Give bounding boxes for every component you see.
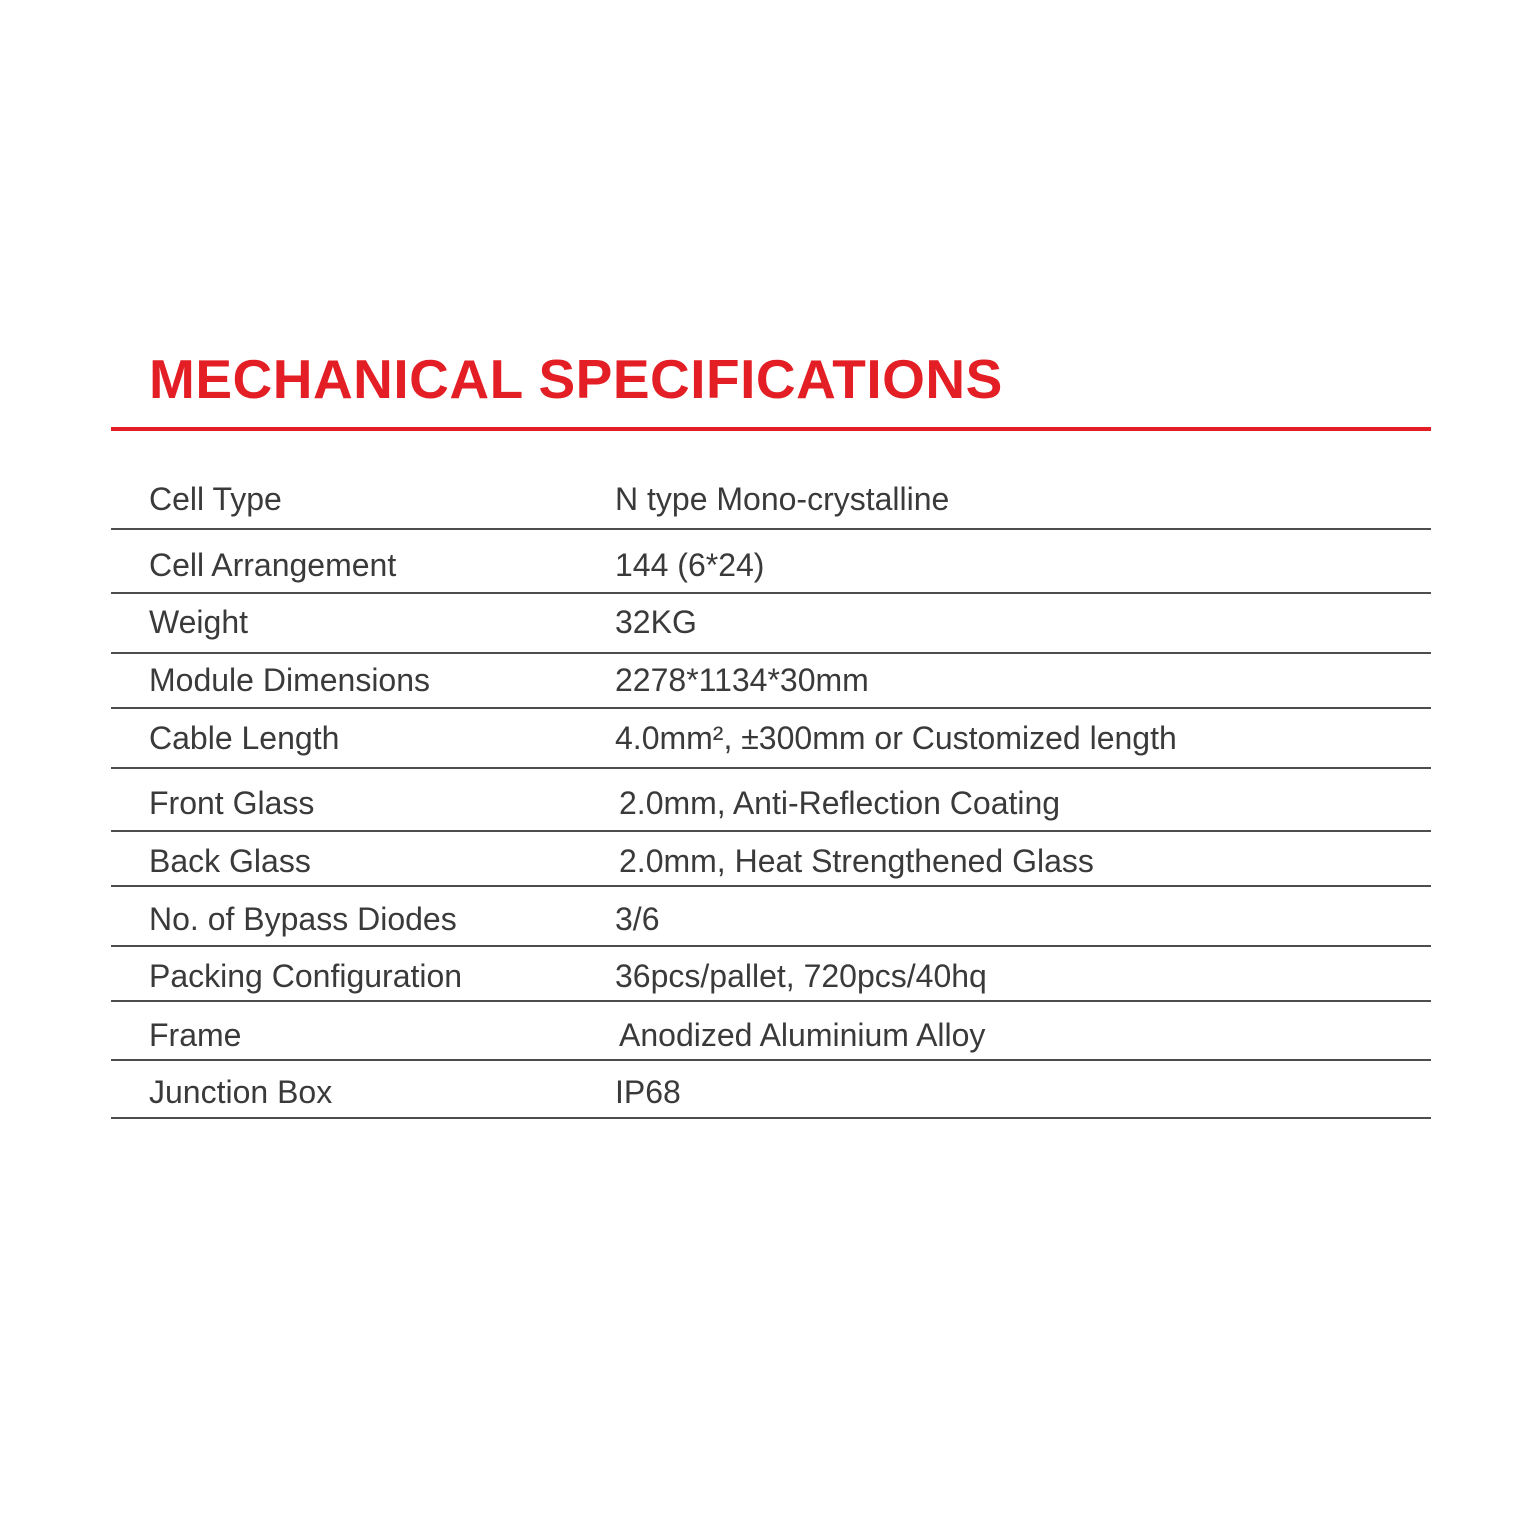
spec-value: IP68 (615, 1074, 681, 1110)
spec-value: 2.0mm, Heat Strengthened Glass (619, 843, 1094, 879)
spec-label: Cell Arrangement (149, 547, 397, 583)
row-divider (111, 528, 1431, 530)
row-divider (111, 1059, 1431, 1061)
spec-value: Anodized Aluminium Alloy (619, 1017, 986, 1053)
spec-value: 144 (6*24) (615, 547, 765, 583)
row-divider (111, 592, 1431, 594)
spec-value: 4.0mm², ±300mm or Customized length (615, 720, 1177, 756)
spec-value: N type Mono-crystalline (615, 481, 950, 517)
row-divider (111, 1000, 1431, 1002)
page-title: MECHANICAL SPECIFICATIONS (149, 348, 1003, 410)
row-divider (111, 885, 1431, 887)
spec-value: 2278*1134*30mm (615, 662, 869, 698)
spec-value: 36pcs/pallet, 720pcs/40hq (615, 958, 987, 994)
spec-value: 3/6 (615, 901, 660, 937)
spec-label: Weight (149, 604, 249, 640)
spec-table (111, 0, 1431, 1526)
spec-value: 32KG (615, 604, 697, 640)
row-divider (111, 767, 1431, 769)
spec-label: Cable Length (149, 720, 340, 756)
row-divider (111, 652, 1431, 654)
row-divider (111, 1117, 1431, 1119)
spec-value: 2.0mm, Anti-Reflection Coating (619, 785, 1061, 821)
spec-label: Frame (149, 1017, 242, 1053)
row-divider (111, 945, 1431, 947)
spec-label: Front Glass (149, 785, 315, 821)
spec-label: Junction Box (149, 1074, 333, 1110)
spec-label: Module Dimensions (149, 662, 431, 698)
row-divider (111, 707, 1431, 709)
spec-label: Cell Type (149, 481, 282, 517)
row-divider (111, 830, 1431, 832)
spec-label: No. of Bypass Diodes (149, 901, 457, 937)
spec-label: Packing Configuration (149, 958, 463, 994)
spec-label: Back Glass (149, 843, 311, 879)
